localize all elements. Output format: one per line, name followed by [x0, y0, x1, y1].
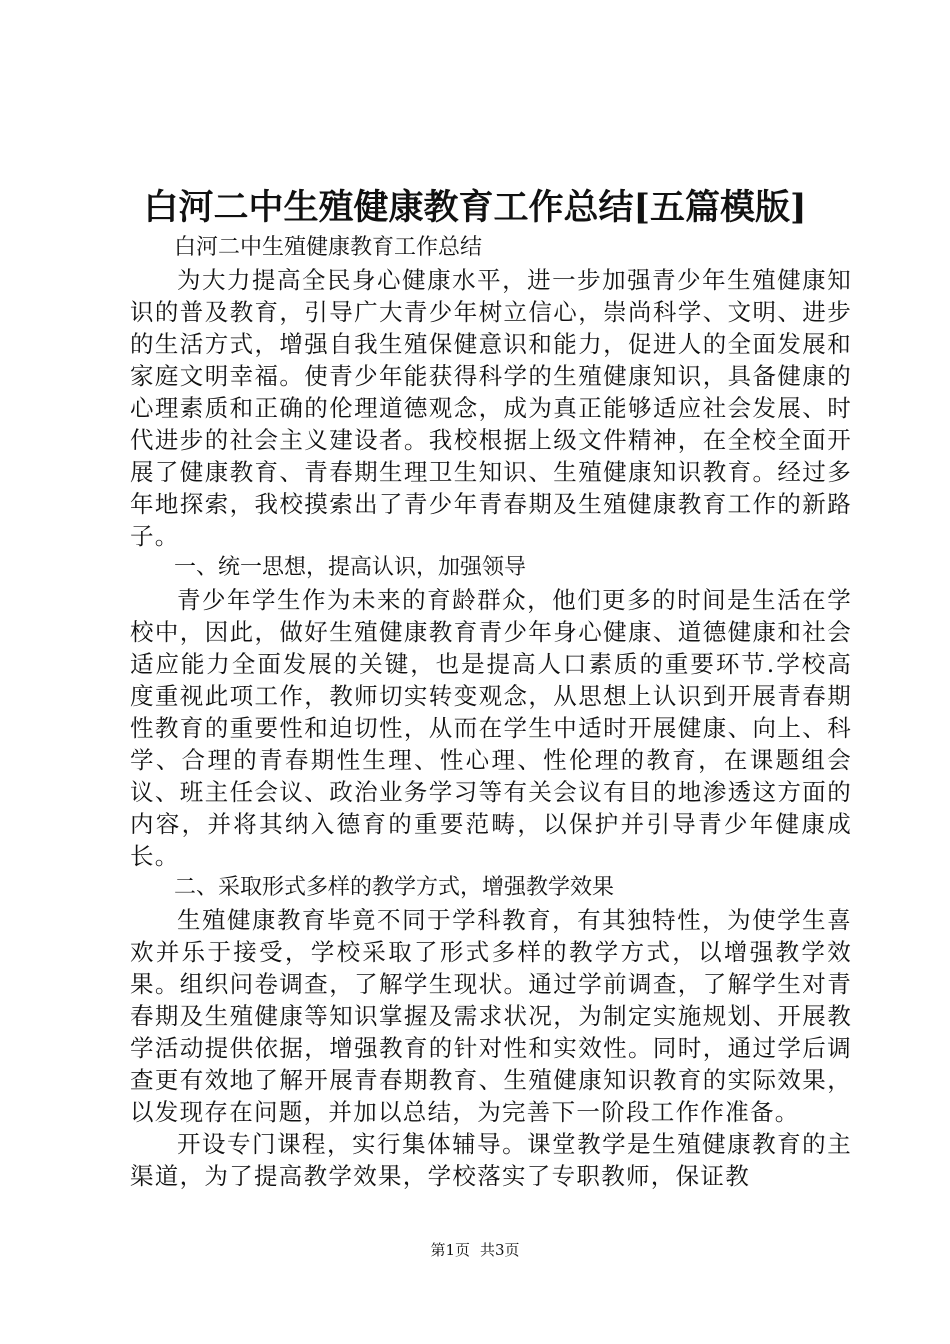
section-1-paragraph: 青少年学生作为未来的育龄群众，他们更多的时间是生活在学校中，因此，做好生殖健康教育青少年身心健康、道德健康和社会适应能力全面发展的关键，也是提高人口素质的重要环节.学校高度重视此项工作，教师切实转变观念，从思想上认识到开展青春期性教育的重要性和迫切性，从而在学生中适时开展健康、向上、科学、合理的青春期性生理、性心理、性伦理的教育，在课题组会议、班主任会议、政治业务学习等有关会议有目的地渗透这方面的内容，并将其纳入德育的重要范畴，以保护并引导青少年健康成长。	[130, 586, 852, 870]
intro-paragraph: 为大力提高全民身心健康水平，进一步加强青少年生殖健康知识的普及教育，引导广大青少年树立信心，崇尚科学、文明、进步的生活方式，增强自我生殖保健意识和能力，促进人的全面发展和家庭文明幸福。使青少年能获得科学的生殖健康知识，具备健康的心理素质和正确的伦理道德观念，成为真正能够适应社会发展、时代进步的社会主义建设者。我校根据上级文件精神，在全校全面开展了健康教育、青春期生理卫生知识、生殖健康知识教育。经过多年地探索，我校摸索出了青少年青春期及生殖健康教育工作的新路子。	[130, 266, 852, 550]
document-body	[130, 232, 852, 1192]
subtitle-paragraph: 白河二中生殖健康教育工作总结	[174, 235, 483, 260]
section-heading-1: 一、统一思想，提高认识，加强领导	[174, 555, 527, 580]
page-number: 第1页	[430, 1241, 470, 1259]
page-footer	[0, 1240, 950, 1260]
section-2-paragraph: 生殖健康教育毕竟不同于学科教育，有其独特性，为使学生喜欢并乐于接受，学校采取了形式多样的教学方式，以增强教学效果。组织问卷调查，了解学生现状。通过学前调查，了解学生对青春期及生殖健康等知识掌握及需求状况，为制定实施规划、开展教学活动提供依据，增强教育的针对性和实效性。同时，通过学后调查更有效地了解开展青春期教育、生殖健康知识教育的实际效果，以发现存在问题，并加以总结，为完善下一阶段工作作准备。	[130, 906, 852, 1126]
section-heading-2: 二、采取形式多样的教学方式，增强教学效果	[174, 875, 615, 900]
page-total: 共3页	[480, 1241, 520, 1259]
section-2-paragraph-continued: 开设专门课程，实行集体辅导。课堂教学是生殖健康教育的主渠道，为了提高教学效果，学校落实了专职教师，保证教	[130, 1130, 852, 1190]
document-title: 白河二中生殖健康教育工作总结[五篇模版]	[143, 187, 807, 228]
